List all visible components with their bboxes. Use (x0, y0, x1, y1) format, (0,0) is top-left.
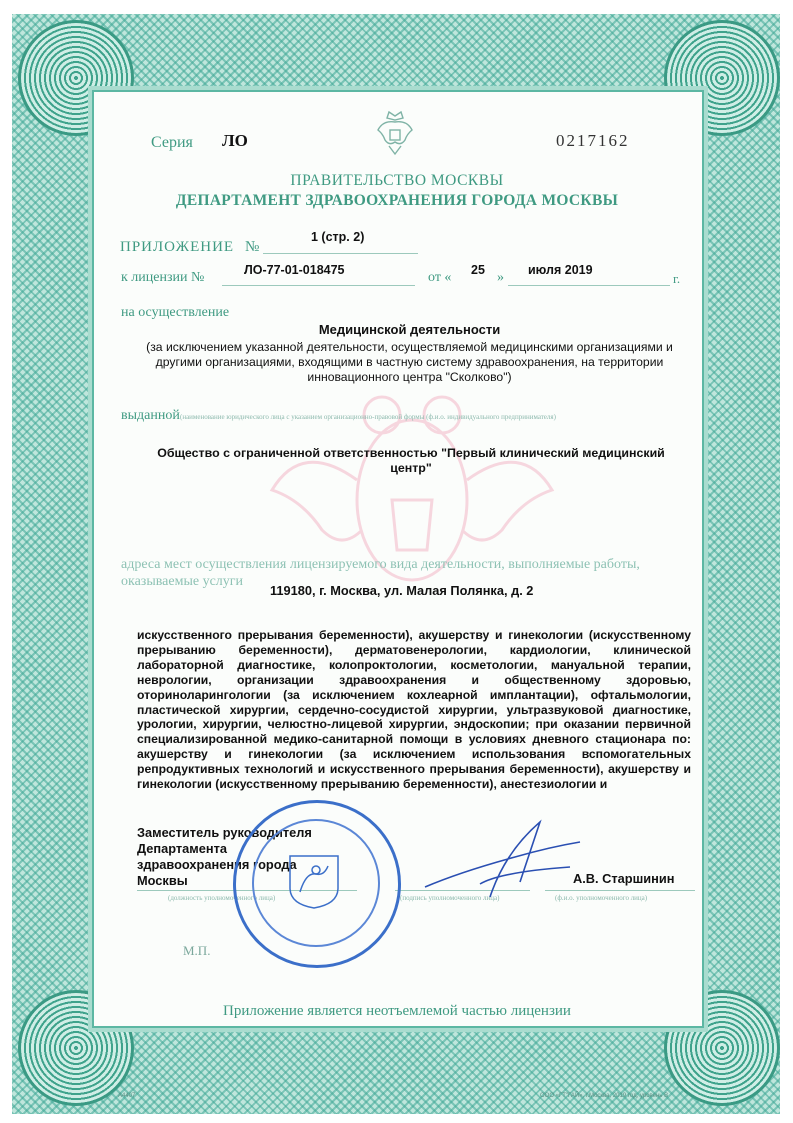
address-label-line1: адреса мест осуществления лицензируемого вида деятельности, выполняемые работы, (121, 557, 640, 572)
printer-note: ООО «ГТ"ГАЙ», г.Москва, 2019 год, уровень В (540, 1093, 669, 1099)
address-value: 119180, г. Москва, ул. Малая Полянка, д. 2 (270, 583, 534, 598)
license-day: 25 (471, 263, 485, 277)
issued-hint: (наименование юридического лица с указанием организационно-правовой формы (ф.и.о. индивидуального предпринимателя) (180, 413, 556, 421)
activity-note: (за исключением указанной деятельности, осуществляемой медицинскими организациями и другими организациями, входящими в частную систему здравоохранения, на территории инновационного центра "Сколково") (146, 340, 673, 384)
license-underline (222, 285, 415, 286)
activity-label: на осуществление (121, 305, 230, 320)
moscow-arms-icon (286, 852, 342, 910)
activity-title: Медицинской деятельности (318, 322, 501, 337)
issued-name-line1: Общество с ограниченной ответственностью "Первый клинический медицинский (157, 446, 665, 460)
appendix-label: ПРИЛОЖЕНИЕ (120, 239, 235, 255)
services-text: искусственного прерывания беременности), акушерству и гинекологии (искусственному прерыванию беременности), дерматовенерологии, кардиологии, клинической лабораторной диагностике, колопроктологии, косметологии, мануальной терапии, неврологии, организации здравоохранения и общественному здоровью, оториноларингологии (за исключением кохлеарной имплантации), офтальмологии, пластической хирургии, сердечно-сосудистой хирургии, ультразвуковой диагностике, урологии, хирургии, челюстно-лицевой хирургии, эндоскопии; при оказании первичной специализированной медико-санитарной помощи в условиях дневного стационара по: акушерству и гинекологии (за исключением использования вспомогательных репродуктивных технологий и искусственного прерывания беременности), акушерству и гинекологии (искусственному прерыванию беременности), анестезиологии и (137, 628, 691, 792)
appendix-underline (263, 253, 418, 254)
appendix-no-label: № (245, 239, 260, 255)
hint-signature: (подпись уполномоченного лица) (400, 894, 500, 902)
appendix-value: 1 (стр. 2) (311, 230, 365, 244)
signatory-position-line: Москвы (137, 873, 188, 888)
issued-name-line2: центр" (390, 461, 432, 475)
license-g: г. (673, 271, 681, 286)
series-value: ЛО (222, 131, 248, 150)
coat-of-arms-icon (375, 108, 415, 158)
signatory-position-line: Заместитель руководителя (137, 825, 312, 840)
form-code: А4407 (118, 1093, 136, 1099)
license-from-label: от « (428, 270, 452, 285)
license-month-year: июля 2019 (528, 263, 593, 277)
issued-label: выданной (121, 408, 180, 423)
authority-line2: ДЕПАРТАМЕНТ ЗДРАВООХРАНЕНИЯ ГОРОДА МОСКВЫ (175, 192, 619, 209)
address-label-line2: оказываемые услуги (121, 574, 244, 589)
hint-name: (ф.и.о. уполномоченного лица) (555, 894, 648, 902)
series-label: Серия (151, 134, 193, 151)
signatory-name: А.В. Старшинин (573, 871, 675, 886)
license-quote-close: » (497, 270, 504, 285)
license-number: ЛО-77-01-018475 (244, 263, 345, 277)
license-date-underline (508, 285, 670, 286)
signature-mark (420, 812, 590, 902)
signatory-position-line: здравоохранения города (137, 857, 297, 872)
mp-label: М.П. (183, 943, 211, 958)
form-number: 0217162 (556, 131, 630, 150)
hint-position: (должность уполномоченного лица) (168, 894, 276, 902)
license-label: к лицензии № (121, 270, 205, 285)
footer-note: Приложение является неотъемлемой частью лицензии (223, 1003, 571, 1019)
signatory-position-line: Департамента (137, 841, 227, 856)
authority-line1: ПРАВИТЕЛЬСТВО МОСКВЫ (290, 172, 504, 189)
